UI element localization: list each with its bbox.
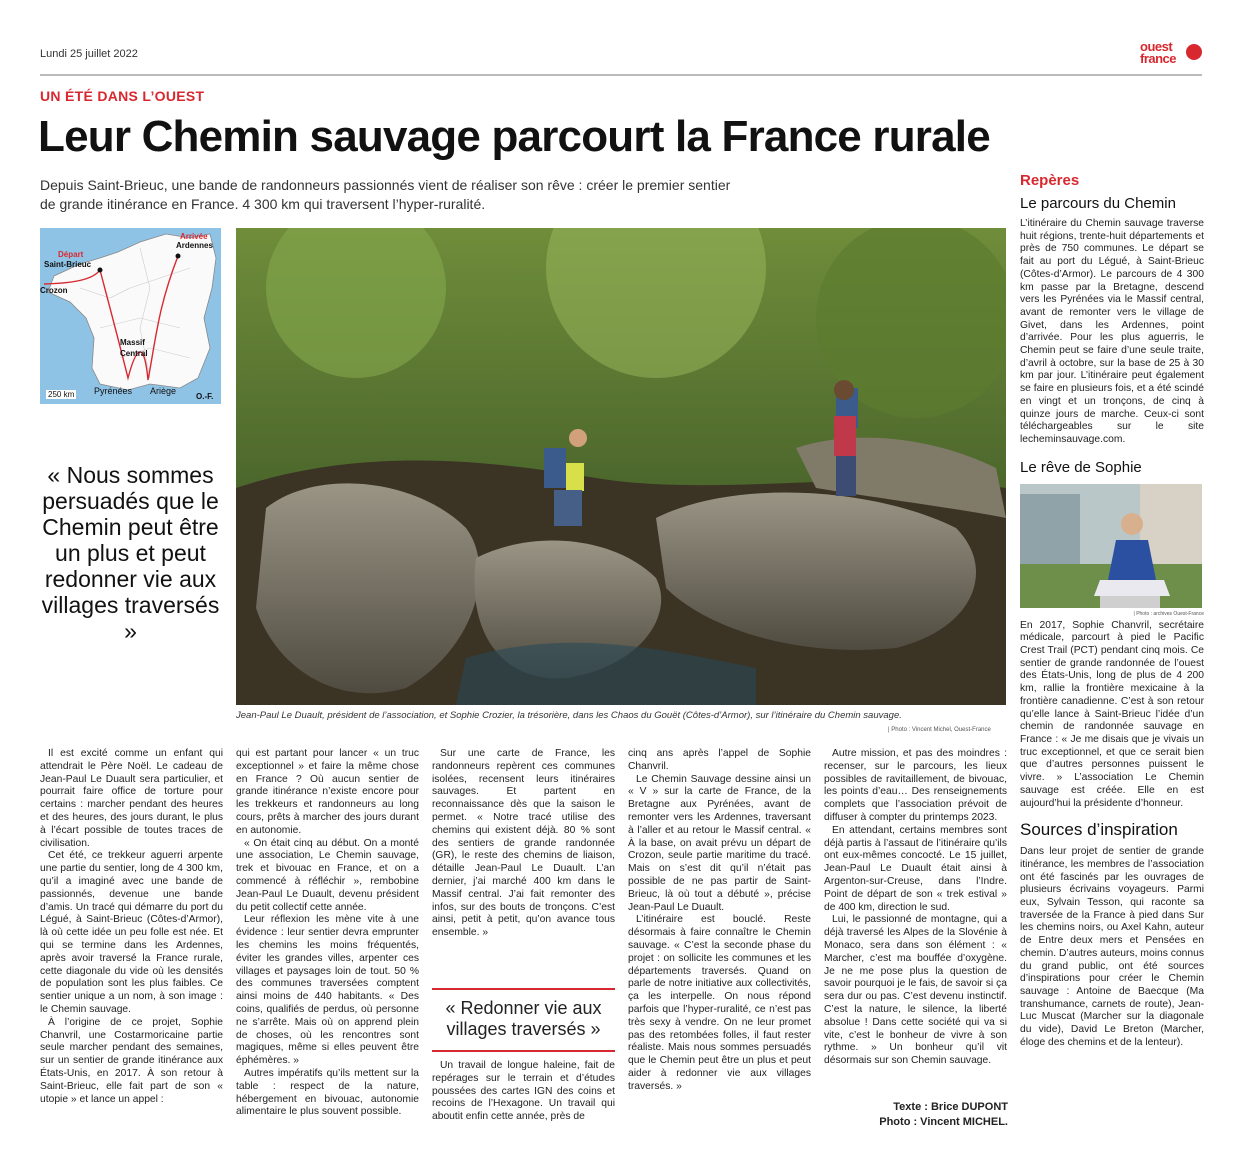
map-depart-label: Départ [58, 250, 84, 259]
sidebar-photo-credit: | Photo : archives Ouest-France [1133, 610, 1204, 617]
route-map [40, 228, 221, 404]
sidebar-text-reve: En 2017, Sophie Chanvril, secrétaire médicale, parcourt à pied le Pacific Crest Trail (PCT) pendant cinq mois. Ce sentier de grande randonnée de l’ouest des États-Unis, long de plus de 4 200 km, rallie la frontière mexicaine à la frontière canadienne. C’est à son retour qu’elle lance à Saint-Brieuc l’idée d’un chemin de randonnée sauvage en France : « Je me disais que je vivais un truc exceptionnel, et que ce serait bien que d’autres personnes puissent le vivre. » L’association Le Chemin sauvage est créée. Elle en est aujourd’hui la présidente d’honneur. [1020, 619, 1204, 809]
body-paragraph: Autre mission, et pas des moindres : recenser, sur le parcours, les lieux possibles de ravitaillement, de bivouac, les points d’eau… Des renseignements complets que l’association prévoit de diffuser à compter du printemps 2023. [824, 748, 1007, 823]
issue-date: Lundi 25 juillet 2022 [40, 48, 138, 60]
photo-byline: Photo : Vincent MICHEL. [879, 1116, 1008, 1128]
map-saint-brieuc-label: Saint-Brieuc [44, 260, 92, 269]
sidebar-kicker: Repères [1020, 172, 1080, 189]
body-paragraph: Sur une carte de France, les randonneurs repèrent ces communes isolées, recensent leurs itinéraires sauvages. Et partent en reconnaissance dès que la saison le permet. « Notre tracé utilise des chemins qui existent déjà. 80 % sont des sentiers de grande randonnée (GR), le reste des chemins de liaison, détaille Jean-Paul Le Duault. L’an dernier, j’ai marché 400 km dans le Massif central. J’ai fait remonter des infos, sur des bouts de tronçons. C’est ainsi, petit à petit, qu’on avance tous ensemble. » [432, 748, 615, 939]
photo-caption: Jean-Paul Le Duault, président de l’association, et Sophie Crozier, la trésorière, dans les Chaos du Gouët (Côtes-d’Armor), sur l’itinéraire du Chemin sauvage. [236, 710, 902, 721]
body-paragraph: Autres impératifs qu’ils mettent sur la table : respect de la nature, hébergement en bivouac, autonomie alimentaire le plus souvent possible. [236, 1067, 419, 1118]
map-pyrenees-label: Pyrénées [94, 386, 133, 396]
map-central-label: Central [120, 349, 148, 358]
highlight-quote: « Nous sommes persuadés que le Chemin peut être un plus et peut redonner vie aux villages traversés » [41, 462, 220, 644]
article-body [40, 748, 1010, 1140]
logo-line2: france [1140, 51, 1177, 66]
body-paragraph: cinq ans après l’appel de Sophie Chanvril. [628, 748, 811, 772]
standfirst: Depuis Saint-Brieuc, une bande de randonneurs passionnés vient de réaliser son rêve : créer le premier sentier de grande itinérance en France. 4 300 km qui traversent l’hyper-ruralité. [40, 177, 731, 212]
body-column-4 [628, 748, 811, 1094]
body-column-3b [432, 1060, 615, 1124]
body-column-2 [236, 748, 419, 1119]
body-column-5 [824, 748, 1007, 1068]
body-paragraph: Cet été, ce trekkeur aguerri arpente une partie du sentier, long de 4 300 km, qu’il a imaginé avec une bande de passionnés, devenue une bande d’amis. Un tracé qui démarre du port du Légué, à Saint-Brieuc (Côtes-d’Armor), là où cette idée un peu folle est née. Et qui se termine dans les Ardennes, après avoir traversé la France rurale, cette diagonale du vide où les densités de population sont les plus faibles. Ce sentier unique a un nom, à son image : le Chemin sauvage. [40, 850, 223, 1015]
body-paragraph: Leur réflexion les mène vite à une évidence : leur sentier devra emprunter les chemins les moins fréquentés, éviter les grandes villes, arpenter ces villages et paysages loin de tout. 50 % des communes traversées comptent ainsi moins de 440 habitants. « Des coins, qualifiés de perdus, où personne ne s’arrête. Mais où on apprend plein de choses, où les rencontres sont magiques, même si elles peuvent être éphémères. » [236, 914, 419, 1067]
sophie-photo [1020, 484, 1202, 608]
photo-credit: | Photo : Vincent Michel, Ouest-France [888, 727, 991, 733]
map-ardennes-label: Ardennes [176, 241, 213, 250]
map-source-label: O.-F. [196, 392, 214, 401]
headline: Leur Chemin sauvage parcourt la France rurale [38, 112, 990, 161]
ouest-france-logo[interactable] [1140, 40, 1204, 68]
body-column-3 [432, 748, 615, 940]
map-ariege-label: Ariège [150, 386, 177, 396]
logo-dot-icon [1186, 44, 1202, 60]
body-paragraph: Le Chemin Sauvage dessine ainsi un « V » sur la carte de France, de la Bretagne aux Pyrénées, avant de remonter vers les Ardennes, traversant à l’aller et au retour le Massif central. « À la base, on avait prévu un départ de Crozon, seule partie maritime du tracé. Mais on s’est dit qu’il n’était pas possible de ne pas partir de Saint-Brieuc, là où tout a débuté », précise Jean-Paul Le Duault. [628, 773, 811, 913]
map-arrivee-label: Arrivée [180, 232, 208, 241]
body-column-1 [40, 748, 223, 1106]
pull-quote: « Redonner vie aux villages traversés » [432, 988, 615, 1052]
sidebar-heading-reve: Le rêve de Sophie [1020, 458, 1142, 476]
body-paragraph: Lui, le passionné de montagne, qui a déjà traversé les Alpes de la Slovénie à Monaco, sera dans son élément : « Marcher, c’est ma bouffée d’oxygène. Je ne me pose plus la question de savoir pourquoi je le fais, de savoir si ça sera dur ou pas. C’est devenu instinctif. C’est la nature, le silence, la liberté absolue ! Dans cette société qui va si vite, c’est le bonheur de vivre à son rythme. » Un bonheur qu’il vit désormais sur son Chemin sauvage. [824, 914, 1007, 1067]
body-paragraph: qui est partant pour lancer « un truc exceptionnel » et faire la même chose en France ? Où aucun sentier de grande itinérance n’existe encore pour les trekkeurs et randonneurs au long cours, prêts à marcher des jours durant en autonomie. [236, 748, 419, 836]
header-rule [40, 74, 1202, 76]
body-paragraph: Un travail de longue haleine, fait de repérages sur le terrain et d’études poussées des cartes IGN des coins et recoins de l’Hexagone. Un travail qui aboutit enfin cette année, près de [432, 1060, 615, 1123]
section-kicker: UN ÉTÉ DANS L’OUEST [40, 88, 205, 104]
body-paragraph: Il est excité comme un enfant qui attendrait le Père Noël. Le cadeau de Jean-Paul Le Duault sera particulier, et pourrait faire office de torture pour certains : marcher pendant des heures et des heures, des jours durant, le plus à l’écart possible de toutes traces de civilisation. [40, 748, 223, 849]
map-crozon-label: Crozon [40, 286, 68, 295]
sidebar-heading-parcours: Le parcours du Chemin [1020, 195, 1176, 212]
sidebar-text-sources: Dans leur projet de sentier de grande itinérance, les membres de l’association ont été fascinés par les ouvrages de plusieurs écrivains voyageurs. Parmi eux, Sylvain Tesson, qui raconte sa traversée de la France à pied dans Sur les chemins noirs, ou Axel Kahn, auteur de Entre deux mers et Pensées en chemin. D’autres auteurs, moins connus du grand public, ont été sources d’inspirations pour créer le Chemin sauvage : Antoine de Baecque (Ma transhumance, carnets de route), Jean-Luc Muscat (Marcher sur la diagonale du vide), David Le Breton (Marcher, éloge des chemins et de la lenteur). [1020, 846, 1204, 1048]
logo-line1: ouest [1140, 39, 1173, 54]
main-photo [236, 228, 1006, 705]
body-paragraph: « On était cinq au début. On a monté une association, Le Chemin sauvage, trek et bivouac en France, et on a commencé à réfléchir », rembobine Jean-Paul Le Duault, devenu président du petit collectif cette année. [236, 837, 419, 913]
text-byline: Texte : Brice DUPONT [893, 1101, 1008, 1113]
body-paragraph: En attendant, certains membres sont déjà partis à l’assaut de l’itinéraire qu’ils ont eux-mêmes concocté. Le 15 juillet, Jean-Paul Le Duault était ainsi à Argenton-sur-Creuse, dans l’Indre. Point de départ de son « trek estival » de 400 km, direction le sud. [824, 824, 1007, 913]
sidebar-heading-sources: Sources d’inspiration [1020, 820, 1178, 840]
map-scale-label: 250 km [48, 390, 75, 399]
map-massif-label: Massif [120, 338, 145, 347]
byline [820, 1100, 1008, 1130]
body-paragraph: À l’origine de ce projet, Sophie Chanvril, une Costarmoricaine partie seule marcher pendant des semaines, sur un sentier de grande itinérance aux États-Unis, en 2017. À son retour à Saint-Brieuc, elle fait part de son « utopie » et lance un appel : [40, 1016, 223, 1105]
sidebar-text-parcours: L’itinéraire du Chemin sauvage traverse huit régions, trente-huit départements et près de 750 communes. Le départ se fait au port du Légué, à Saint-Brieuc (Côtes-d’Armor). Le parcours de 4 300 km passe par la Bretagne, descend vers les Pyrénées via le Massif central, avant de remonter vers le village de Givet, dans les Ardennes, point d’arrivée. Pour les plus aguerris, le Chemin peut se faire d’une seule traite, d’avril à octobre, sur la base de 25 à 30 km par jour. L’itinéraire peut également se faire en plusieurs fois, et a été scindé en vingt et un tronçons, de cinq à quinze jours de marche. Ceux-ci sont téléchargeables sur le site lecheminsauvage.com. [1020, 218, 1204, 445]
sidebar [1020, 172, 1204, 1049]
body-paragraph: L’itinéraire est bouclé. Reste désormais à faire connaître le Chemin sauvage. « C’est la seconde phase du projet : on sollicite les communes et les départements traversés. Quand on parle de notre initiative aux collectivités, ça les interpelle. On nous répond parfois que l’hyper-ruralité, ce n’est pas très sexy à vendre. On ne leur promet pas des retombées folles, il faut rester réaliste. Mais nous sommes persuadés que le Chemin peut être un plus et peut aider à redonner vie aux villages traversés. » [628, 914, 811, 1092]
